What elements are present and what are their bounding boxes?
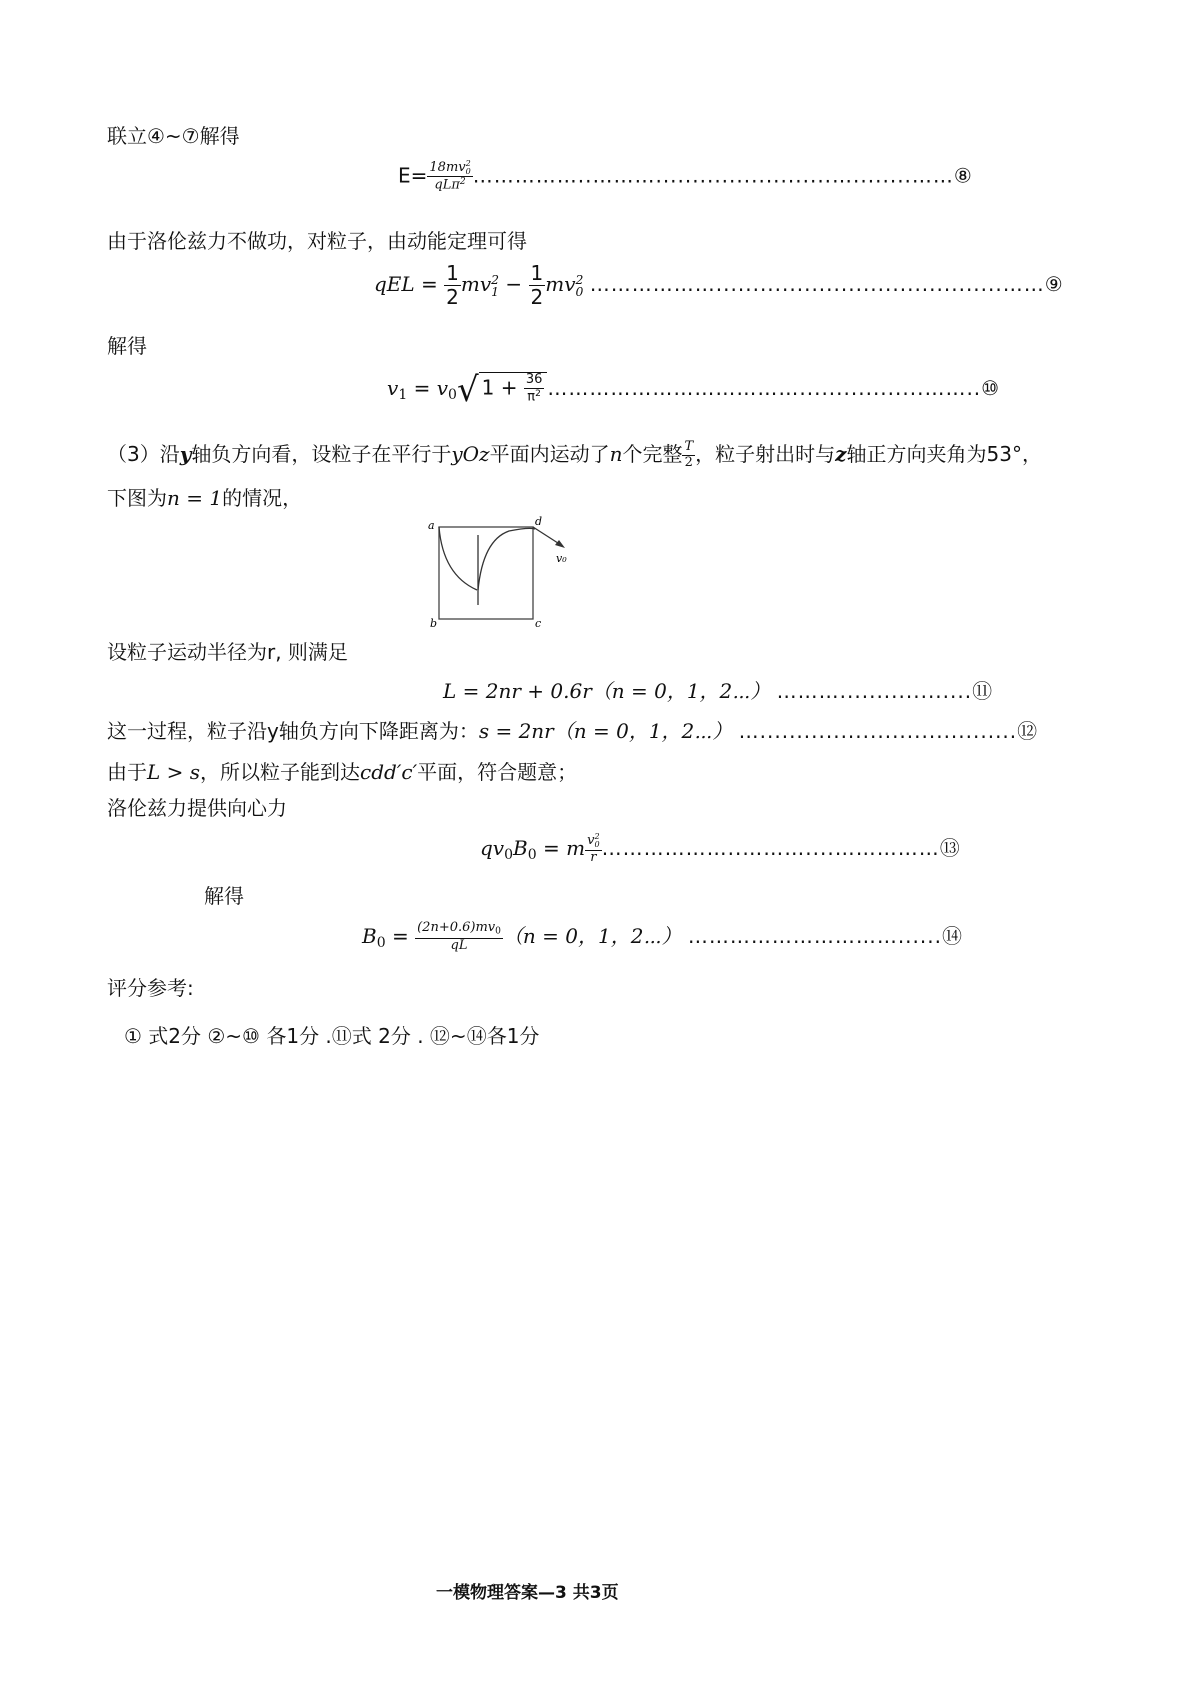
- part3-seg-a: （3）沿: [107, 442, 180, 466]
- figure-label-d: d: [535, 515, 543, 528]
- part3-seg-d: 个完整: [622, 442, 683, 466]
- eq14-range: （n = 0，1，2⋯）: [502, 924, 682, 948]
- figure-arc-right: [478, 528, 535, 590]
- eq14-tag: ⑭: [941, 924, 962, 948]
- text-line-solve-4-7: 联立④~⑦解得: [107, 124, 240, 148]
- part3-y-axis: y: [179, 442, 192, 466]
- part3-plane: yOz: [451, 442, 490, 466]
- part3-seg-f: 轴正方向夹角为53°，: [846, 442, 1042, 466]
- velocity-arrow: [533, 527, 561, 545]
- l11-plane: cdd′c′: [360, 760, 418, 784]
- eq8-fraction: 18mv 2 0 qLπ$^2$: [429, 159, 471, 193]
- part3-seg-c: 平面内运动了: [489, 442, 610, 466]
- velocity-arrowhead: [555, 540, 565, 548]
- text-line-work-energy: 由于洛伦兹力不做功，对粒子，由动能定理可得: [107, 229, 527, 253]
- equation-11: L = 2nr + 0.6r（n = 0，1，2⋯） ………..................⑪: [443, 679, 993, 703]
- text-part-3: [107, 438, 1042, 471]
- part3-two: 2: [684, 455, 693, 470]
- eq12-prefix: 这一过程，粒子沿y轴负方向下降距离为：: [107, 719, 479, 743]
- text-line-reach-plane: [107, 756, 577, 785]
- figure-label-b: b: [430, 617, 438, 630]
- equation-9: qEL = $\frac{1}{2}$ mv 2 1 − $\frac{1}{2}$ mv 2 0 ……………….......................................……⑨: [374, 261, 1063, 309]
- part3-seg-e: ，粒子射出时与: [695, 442, 836, 466]
- l11-seg-c: 平面，符合题意；: [417, 760, 578, 784]
- scoring-body: ① 式2分 ②~⑩ 各1分 .⑪式 2分 . ⑫~⑭各1分: [124, 1024, 540, 1048]
- part3-T: T: [684, 439, 694, 455]
- eq8-tag: ⑧: [953, 163, 972, 188]
- l11-inequality: L > s: [147, 760, 201, 784]
- scoring-title: 评分参考:: [107, 976, 194, 1000]
- text-line-solve-2: 解得: [204, 884, 244, 908]
- eq10-tag: ⑩: [981, 376, 1000, 400]
- figure-arc-left: [439, 527, 477, 590]
- equation-14: $B_0$ = $\frac{(2n+0.6)mv_0}{qL}$ （n = 0，1，2⋯） …………………………......⑭: [362, 920, 962, 953]
- l11-seg-b: ，所以粒子能到达: [200, 760, 361, 784]
- trajectory-figure: [425, 515, 585, 635]
- eq8-lhs: E=: [398, 163, 428, 188]
- text-line-radius: 设粒子运动半径为r, 则满足: [107, 640, 348, 664]
- part3-seg-b: 轴负方向看，设粒子在平行于: [191, 442, 452, 466]
- eq12-tag: ⑫: [1017, 719, 1038, 743]
- equation-13: $qv_0B_0 = m$ v 2 0 r ………………..………....……………⑬: [480, 832, 960, 865]
- eq8-denominator: qLπ: [434, 177, 460, 193]
- page-footer: 一模物理答案—3 共3页: [436, 1583, 619, 1603]
- eq13-tag: ⑬: [939, 836, 960, 860]
- part3-n: n: [609, 442, 623, 466]
- equation-10: $v_1 = v_0√$ 1 + $\frac{36}{\pi^2}$ ……………………………….................……..⑩: [387, 370, 1000, 410]
- text-line-centripetal: 洛伦兹力提供向心力: [107, 796, 287, 820]
- figure-label-a: a: [428, 519, 435, 532]
- eq11-body: L = 2nr + 0.6r（n = 0，1，2⋯）: [443, 679, 771, 703]
- part3-cond: n = 1: [167, 486, 223, 510]
- equation-12-line: 这一过程，粒子沿y轴负方向下降距离为：s = 2nr（n = 0，1，2⋯） …...................................⑫: [107, 719, 1038, 743]
- part3-seg-g: 下图为: [107, 486, 167, 510]
- eq11-tag: ⑪: [972, 679, 993, 703]
- equation-8: E= 18mv 2 0 qLπ$^2$ ……………..………........................…........……⑧: [398, 159, 972, 193]
- eq12-body: s = 2nr（n = 0，1，2⋯）: [478, 719, 733, 743]
- eq8-numerator: 18mv: [429, 160, 466, 176]
- text-part-3-line2: [107, 482, 302, 511]
- figure-square: [439, 527, 533, 619]
- part3-seg-h: 的情况，: [222, 486, 303, 510]
- part3-z-axis: z: [835, 442, 847, 466]
- text-line-solve: 解得: [107, 334, 147, 358]
- l11-seg-a: 由于: [107, 760, 147, 784]
- eq9-tag: ⑨: [1044, 272, 1063, 296]
- figure-label-v0: v₀: [556, 552, 567, 565]
- figure-label-c: c: [535, 617, 542, 630]
